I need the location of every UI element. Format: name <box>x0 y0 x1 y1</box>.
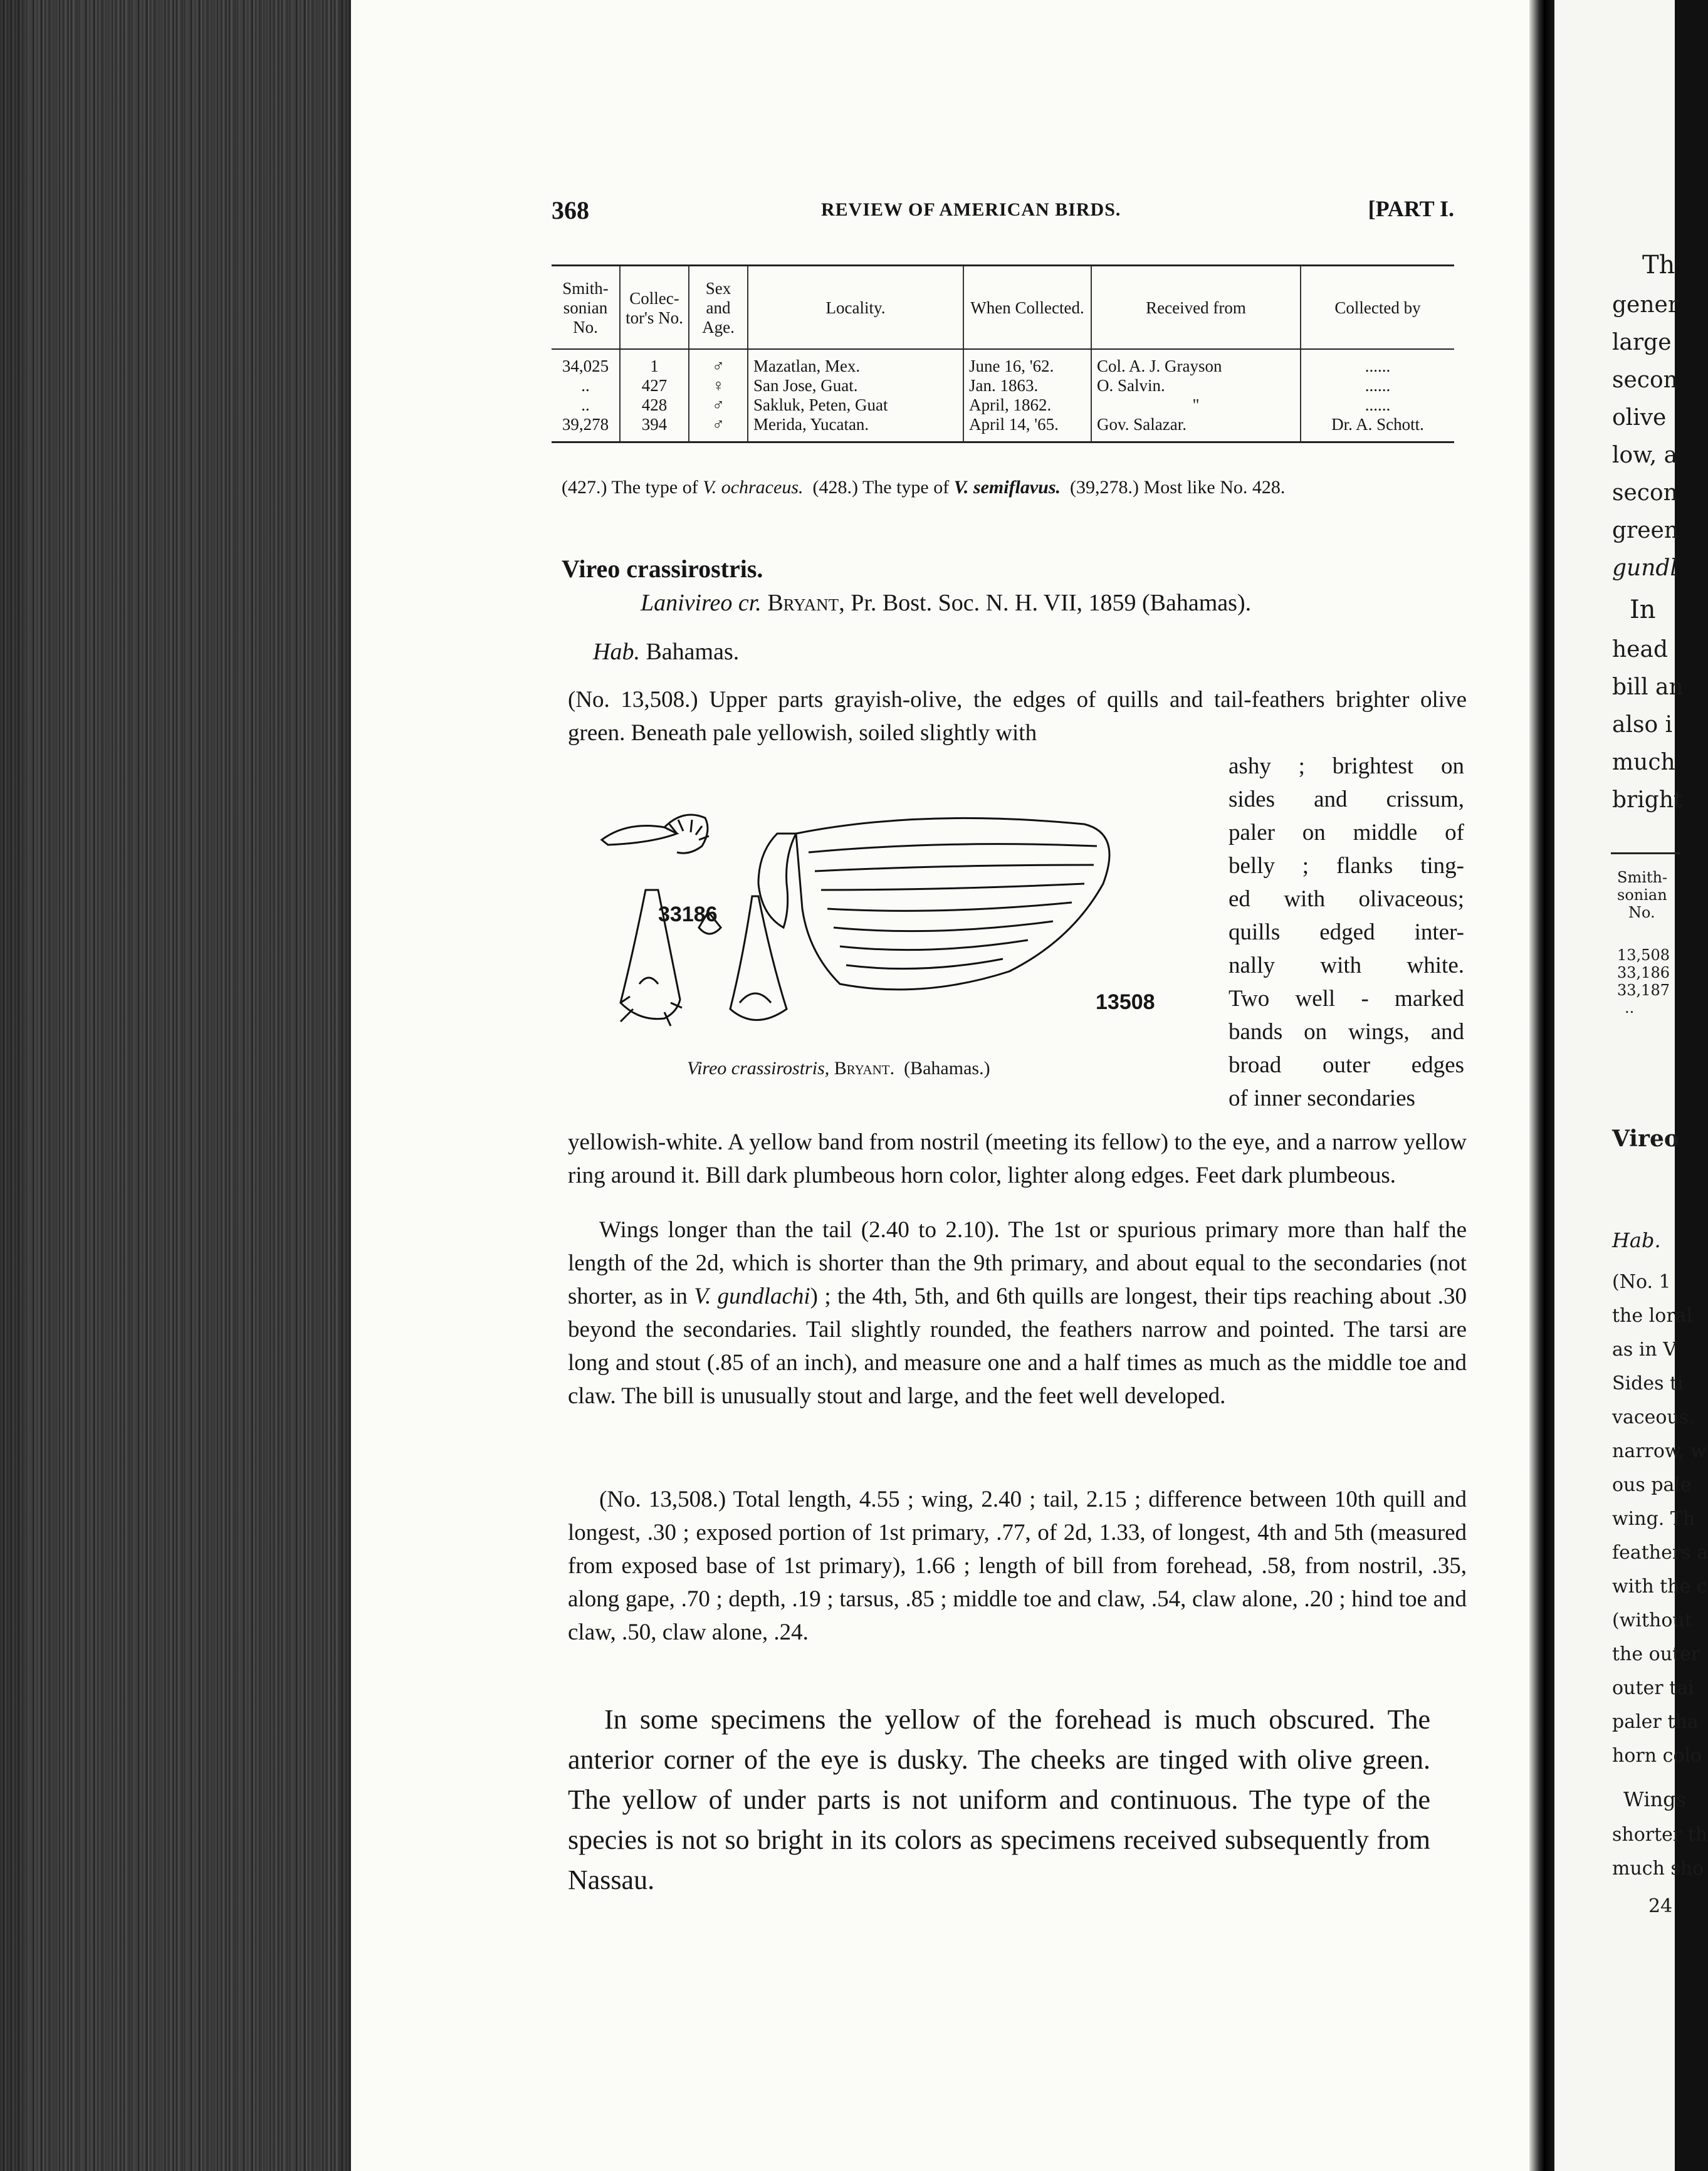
table-header: Received from <box>1091 266 1301 350</box>
table-row <box>552 349 1454 376</box>
wings-paragraph <box>568 1213 1467 1413</box>
next-page-line: with the c <box>1612 1576 1707 1598</box>
next-page-table-head: No. <box>1628 904 1655 921</box>
bill-underside-view <box>730 896 787 1020</box>
side-line: nally with white. <box>1229 953 1464 978</box>
habitat-value: Bahamas. <box>646 639 740 665</box>
table-header: Smith-sonian No. <box>552 266 620 350</box>
next-page-line: olive <box>1612 405 1667 431</box>
running-header <box>552 196 1454 227</box>
table-header: Locality. <box>748 266 963 350</box>
caption-author: Bryant. <box>834 1058 895 1079</box>
caption-place: (Bahamas.) <box>904 1058 990 1079</box>
part-label: [PART I. <box>1368 196 1454 221</box>
table-cell: " <box>1091 395 1301 415</box>
table-cell: Jan. 1863. <box>963 376 1091 395</box>
table-cell: .. <box>552 395 620 415</box>
next-page-line: secon <box>1612 480 1678 506</box>
next-page-line: the outer <box>1612 1643 1700 1665</box>
wings-text-2: ) ; the 4th, 5th, and 6th quills are longest, their tips reaching about .30 beyond the secondaries. Tail slightly rounded, the feathers narrow and pointed. The tarsi are long and stout (.85 of an inch), and measure one and a half times as much as the middle toe and claw. The bill is unusually stout and large, and the feet well developed. <box>568 1284 1467 1409</box>
table-cell: 428 <box>620 395 689 415</box>
synonym-author: Bryant <box>767 590 839 616</box>
page-edges <box>25 0 338 2171</box>
note-number: (428.) <box>812 477 858 498</box>
next-page-line: Sides ti <box>1612 1373 1684 1394</box>
side-line: Two well - marked <box>1229 986 1464 1012</box>
table-cell: 1 <box>620 349 689 376</box>
synonym-name: Lanivireo cr. <box>641 590 762 616</box>
next-page-line: shorter th <box>1612 1824 1708 1846</box>
note-text: Most like No. 428. <box>1143 477 1286 498</box>
next-page-line: as in V <box>1612 1339 1677 1361</box>
next-page-line: Wings <box>1623 1787 1687 1811</box>
caption-species: Vireo crassirostris, <box>687 1058 830 1079</box>
note-text: The type of <box>862 477 950 498</box>
next-page-table-head: sonian <box>1617 886 1667 904</box>
wings-species: V. gundlachi <box>694 1284 810 1309</box>
next-page-line: secon <box>1612 367 1678 393</box>
side-line: bands on wings, and <box>1229 1019 1464 1045</box>
next-page-line: head <box>1612 637 1668 662</box>
specimen-table <box>552 264 1454 443</box>
bill-underside-detail <box>740 993 771 1003</box>
table-header: When Collected. <box>963 266 1091 350</box>
next-page-line: (without <box>1612 1609 1692 1631</box>
table-row <box>552 395 1454 415</box>
next-page-line: much <box>1612 750 1675 775</box>
table-cell: O. Salvin. <box>1091 376 1301 395</box>
side-line: of inner secondaries <box>1229 1086 1415 1111</box>
measurements-paragraph: (No. 13,508.) Total length, 4.55 ; wing, 2.40 ; tail, 2.15 ; difference between 10th quill and longest, .30 ; exposed portion of 1st primary, .77, of 2d, 1.33, of longest, 4th and 5th (measured from exposed base of 1st primary), 1.66 ; length of bill from forehead, .58, from nostril, .35, along gape, .70 ; depth, .19 ; tarsus, .85 ; middle toe and claw, .54, claw alone, .20 ; hind toe and claw, .50, claw alone, .24. <box>568 1487 1467 1645</box>
table-cell: 39,278 <box>552 415 620 442</box>
next-page-line: (No. 1 <box>1612 1271 1671 1293</box>
table-cell: ...... <box>1365 395 1391 414</box>
head-profile-bill <box>602 826 677 845</box>
table-cell: 394 <box>620 415 689 442</box>
note-species: V. semiflavus. <box>953 477 1061 498</box>
next-page-table-head: Smith- <box>1617 869 1668 886</box>
next-page-line: horn colo <box>1612 1745 1702 1767</box>
habitat-label: Hab. <box>593 639 640 665</box>
table-header: Collected by <box>1301 266 1454 350</box>
next-page-line: wing. Th <box>1612 1508 1695 1530</box>
table-cell: ...... <box>1365 357 1391 375</box>
next-page-line: bill an <box>1612 674 1684 700</box>
next-page-line: ous pale <box>1612 1474 1692 1496</box>
head-profile-feathers <box>669 820 709 840</box>
table-cell: Dr. A. Schott. <box>1331 415 1424 434</box>
description-intro: (No. 13,508.) Upper parts grayish-olive, the edges of quills and tail-feathers brighter olive green. Beneath pale yellowish, soiled slightly with <box>568 687 1467 746</box>
head-profile-crown <box>664 815 708 853</box>
table-cell: Mazatlan, Mex. <box>748 349 963 376</box>
table-header-row <box>552 266 1454 350</box>
table-row <box>552 376 1454 395</box>
next-page-table-cell: .. <box>1625 999 1635 1017</box>
synonym-line <box>641 589 1251 617</box>
next-page-line: paler tha <box>1612 1711 1699 1733</box>
side-line: broad outer edges <box>1229 1052 1464 1078</box>
next-page-line: much sho <box>1612 1858 1704 1880</box>
synonym-reference: , Pr. Bost. Soc. N. H. VII, 1859 (Bahamas). <box>839 590 1252 616</box>
note-text: The type of <box>611 477 698 498</box>
table-cell: .. <box>552 376 620 395</box>
next-page-table-cell: 33,186 <box>1617 964 1670 981</box>
side-line: ashy ; brightest on <box>1229 753 1464 779</box>
side-line: paler on middle of <box>1229 820 1464 845</box>
closing-paragraph: In some specimens the yellow of the forehead is much obscured. The anterior corner of the eye is dusky. The cheeks are tinged with olive green. The yellow of under parts is not uniform and continuous. The type of the species is not so bright in its colors as specimens received subsequently from Nassau. <box>568 1704 1430 1895</box>
figure-caption <box>687 1058 990 1079</box>
next-page-line: Hab. <box>1612 1228 1661 1252</box>
table-cell: Sakluk, Peten, Guat <box>748 395 963 415</box>
table-cell: Col. A. J. Grayson <box>1091 349 1301 376</box>
bird-illustration <box>570 796 1222 1072</box>
next-page-line: Th <box>1642 251 1675 280</box>
table-cell: June 16, '62. <box>963 349 1091 376</box>
page-number: 368 <box>552 196 589 224</box>
next-page-line: outer tai <box>1612 1677 1694 1699</box>
next-page-line: low, a <box>1612 442 1678 468</box>
next-page-line: gundl <box>1612 555 1677 581</box>
next-page-line: vaceous. <box>1612 1406 1695 1428</box>
next-page-table-cell: 13,508 <box>1617 946 1670 964</box>
next-page-species: Vireo <box>1612 1126 1679 1152</box>
table-cell: April, 1862. <box>963 395 1091 415</box>
table-footnote <box>562 475 1458 500</box>
table-cell: ♂ <box>689 395 748 415</box>
next-page-line: feathers a <box>1612 1542 1708 1564</box>
table-cell: ...... <box>1365 376 1391 395</box>
next-page-line: 24 <box>1648 1895 1673 1917</box>
description-side-column <box>1229 750 1464 1115</box>
side-line: belly ; flanks ting- <box>1229 853 1464 879</box>
table-cell: April 14, '65. <box>963 415 1091 442</box>
next-page-table-cell: 33,187 <box>1617 981 1670 999</box>
table-row <box>552 415 1454 442</box>
side-line: quills edged inter- <box>1229 919 1464 945</box>
next-page-line: large <box>1612 330 1672 355</box>
next-page-line: gener <box>1612 292 1679 318</box>
next-page-line: the loral <box>1612 1305 1693 1327</box>
habitat-line <box>593 638 739 666</box>
next-page-line: bright <box>1612 787 1683 813</box>
next-page-table-rule <box>1611 852 1680 854</box>
figure-label-head: 33186 <box>658 902 718 926</box>
wings-text-1: Wings longer than the tail (2.40 to 2.10). The 1st or spurious primary more than half the length of the 2d, which is shorter than the 9th primary, and about equal to the secondaries (not shorter, as in <box>568 1217 1467 1309</box>
side-line: ed with olivaceous; <box>1229 886 1464 912</box>
table-header: Collec-tor's No. <box>620 266 689 350</box>
next-page-fragment <box>1554 0 1708 2171</box>
table-header: Sex and Age. <box>689 266 748 350</box>
wing-shoulder <box>758 834 796 928</box>
description-continuation: yellowish-white. A yellow band from nostril (meeting its fellow) to the eye, and a narrow yellow ring around it. Bill dark plumbeous horn color, lighter along edges. Feet dark plumbeous. <box>568 1129 1467 1188</box>
wing-feather-lines <box>809 844 1097 969</box>
book-gutter <box>1529 0 1554 2171</box>
table-cell: ♂ <box>689 415 748 442</box>
next-page-line: In <box>1630 595 1656 624</box>
table-cell: San Jose, Guat. <box>748 376 963 395</box>
species-heading: Vireo crassirostris. <box>562 555 763 583</box>
running-title: REVIEW OF AMERICAN BIRDS. <box>821 199 1121 220</box>
next-page-line: green <box>1612 518 1679 543</box>
figure-label-wing: 13508 <box>1096 990 1155 1014</box>
table-cell: Merida, Yucatan. <box>748 415 963 442</box>
table-cell: 34,025 <box>552 349 620 376</box>
table-cell: ♂ <box>689 349 748 376</box>
note-number: (39,278.) <box>1070 477 1140 498</box>
table-cell: 427 <box>620 376 689 395</box>
table-cell: Gov. Salazar. <box>1091 415 1301 442</box>
side-line: sides and crissum, <box>1229 787 1464 812</box>
next-page-line: narrow, w <box>1612 1440 1707 1462</box>
note-number: (427.) <box>562 477 607 498</box>
note-species: V. ochraceus. <box>703 477 804 498</box>
next-page-line: also i <box>1612 712 1673 738</box>
table-cell: ♀ <box>689 376 748 395</box>
